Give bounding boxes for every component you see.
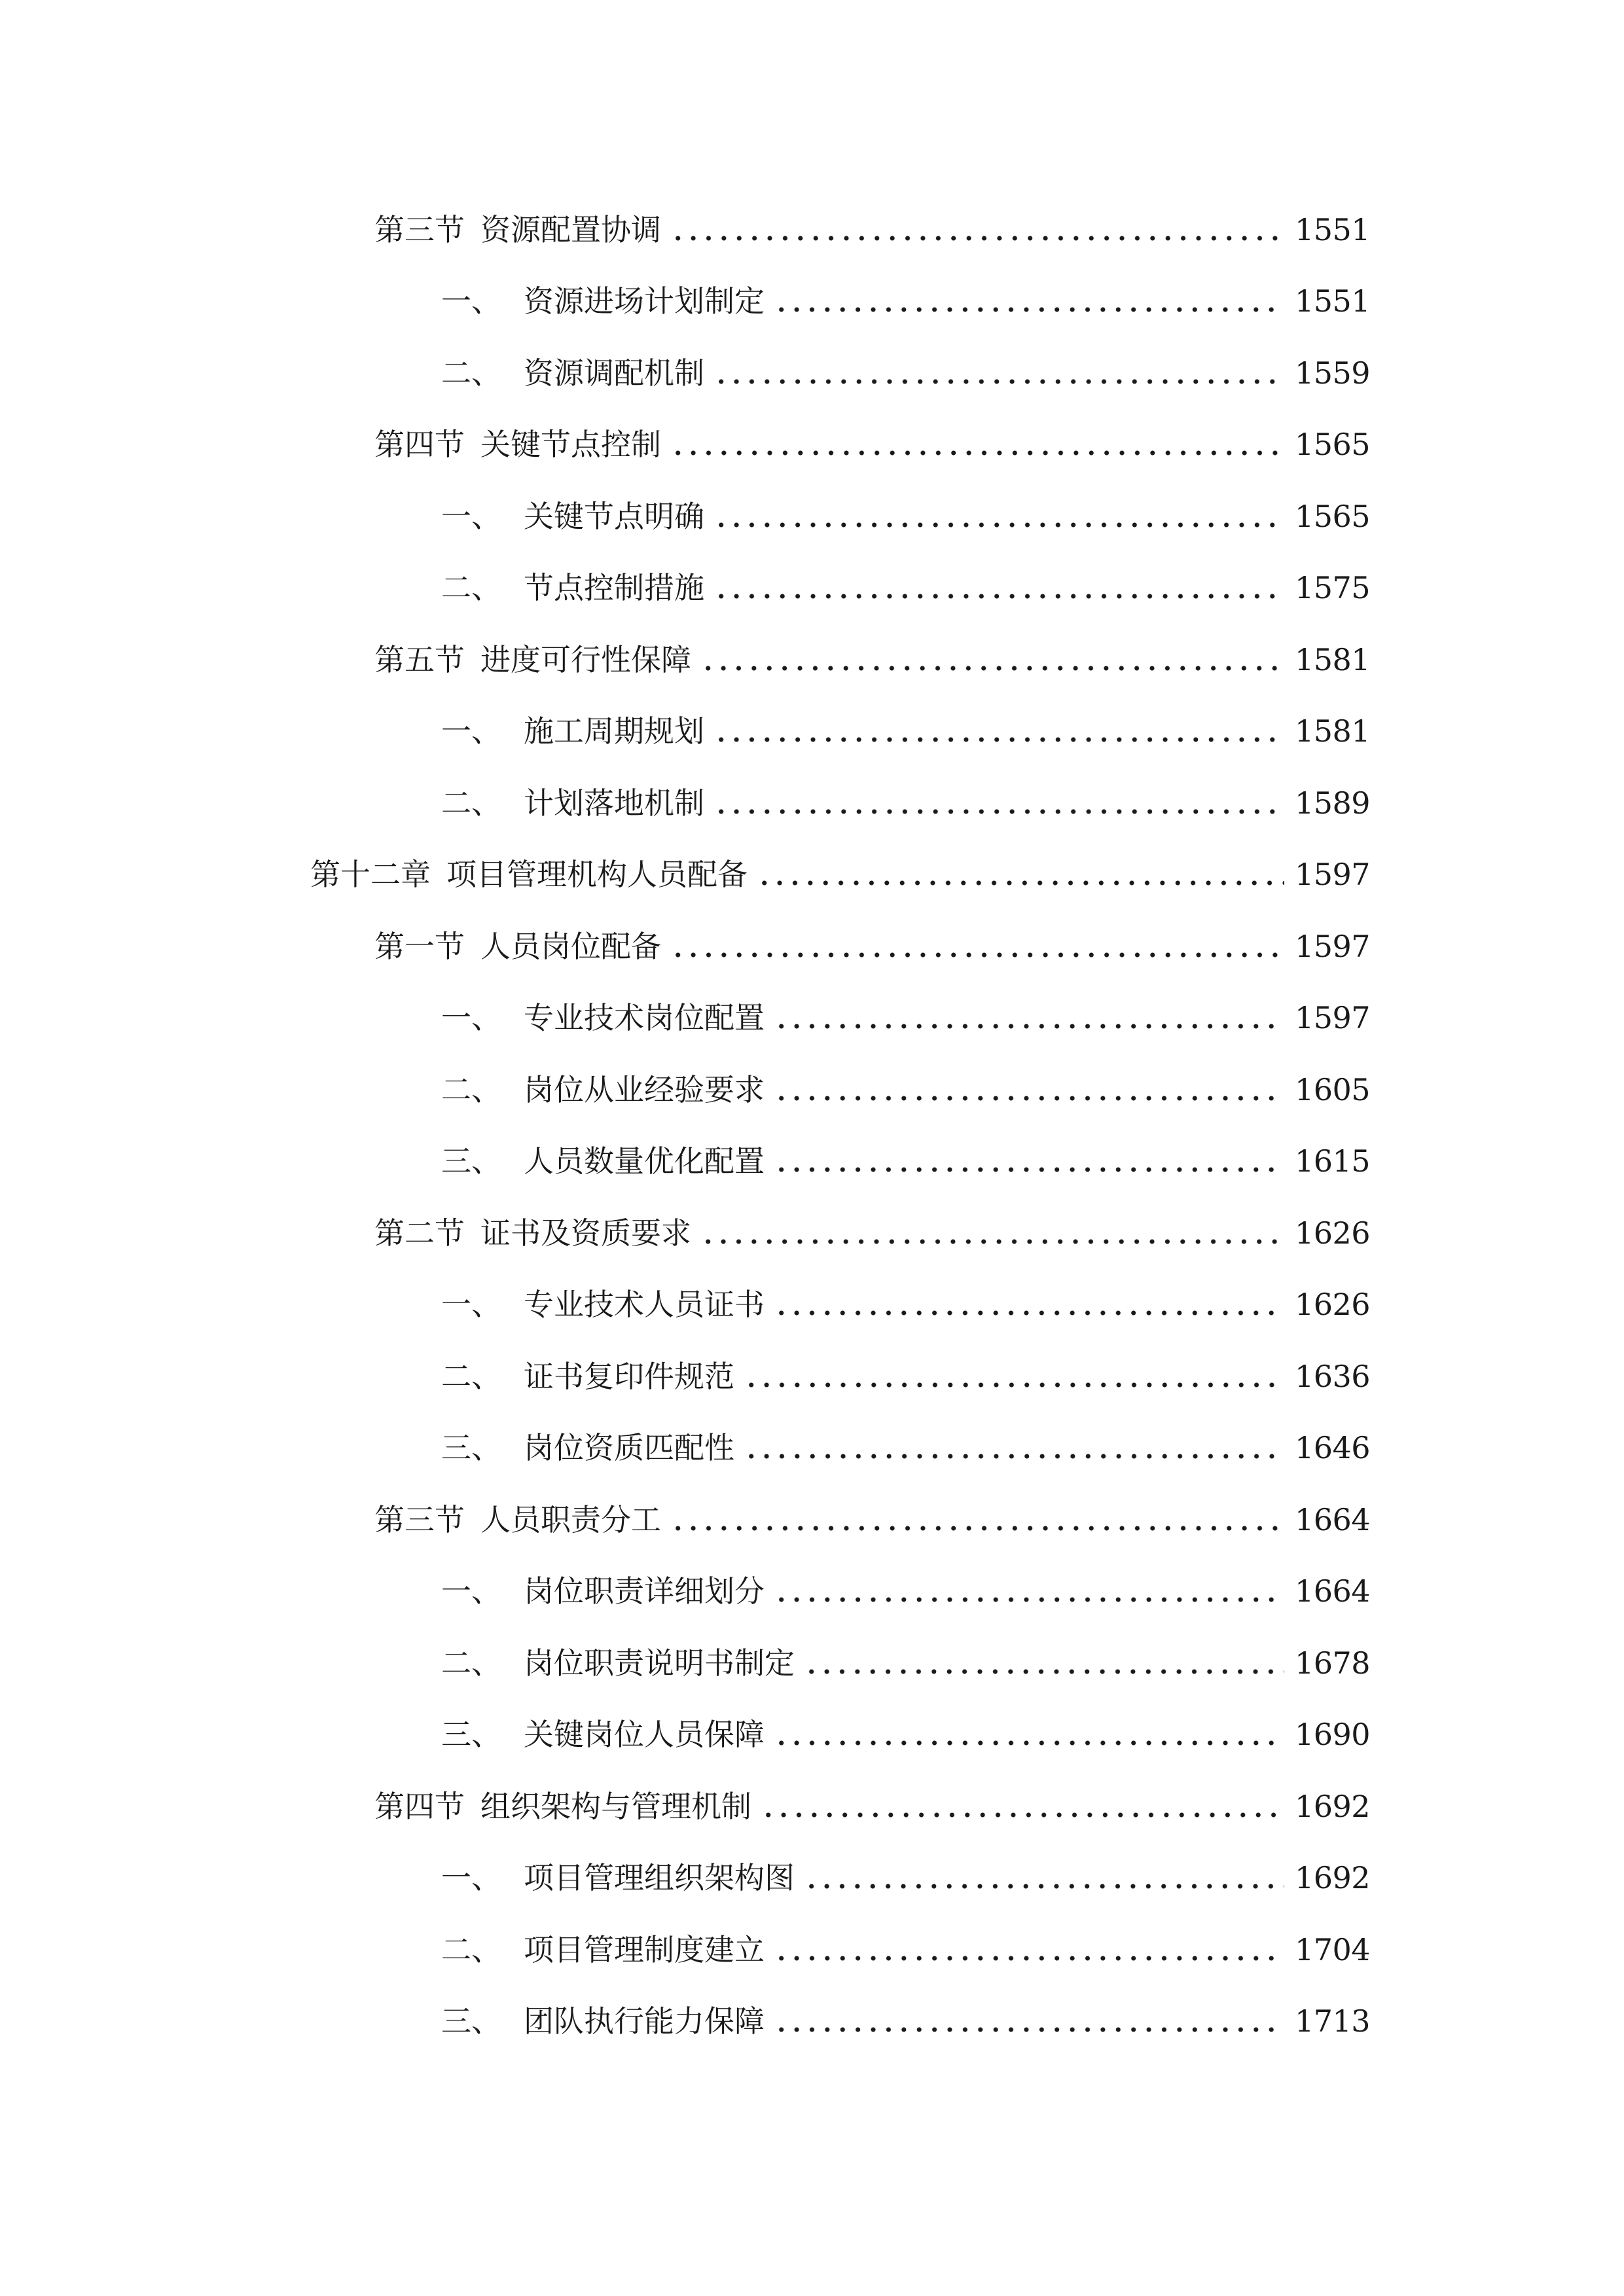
toc-entry-label: 二、	[441, 1358, 501, 1394]
toc-entry-title: 人员数量优化配置	[524, 1143, 765, 1179]
toc-entry-title: 项目管理制度建立	[524, 1931, 765, 1967]
toc-entry-page-number: 1565	[1295, 498, 1371, 534]
toc-entry-label: 第四节	[374, 1788, 465, 1824]
toc-entry-label: 第一节	[374, 928, 465, 964]
toc-entry-title: 节点控制措施	[524, 570, 704, 606]
toc-dot-leader	[700, 1218, 1284, 1248]
toc-dot-leader	[670, 215, 1284, 245]
toc-entry-label: 第三节	[374, 1501, 465, 1537]
toc-entry-label: 一、	[441, 498, 501, 534]
toc-entry-label: 三、	[441, 2003, 501, 2039]
toc-entry-title: 团队执行能力保障	[524, 2003, 765, 2039]
toc-dot-leader	[774, 1576, 1284, 1606]
toc-entry-title: 项目管理组织架构图	[524, 1860, 795, 1896]
toc-dot-leader	[774, 2006, 1284, 2036]
toc-dot-leader	[774, 1075, 1284, 1105]
toc-entry-title: 岗位职责说明书制定	[524, 1645, 795, 1681]
toc-section-entry[interactable]	[0, 624, 1371, 696]
toc-subsection-entry[interactable]	[0, 552, 1371, 624]
toc-entry-label: 二、	[441, 1071, 501, 1107]
toc-dot-leader	[713, 573, 1284, 603]
table-of-contents	[0, 194, 1624, 2057]
toc-entry-label: 一、	[441, 283, 501, 319]
toc-entry-page-number: 1581	[1295, 641, 1371, 677]
toc-entry-label: 二、	[441, 1645, 501, 1681]
toc-entry-label: 二、	[441, 785, 501, 821]
toc-entry-title: 计划落地机制	[524, 785, 704, 821]
toc-dot-leader	[757, 859, 1284, 889]
toc-subsection-entry[interactable]	[0, 1986, 1371, 2058]
toc-entry-title: 关键节点控制	[480, 427, 661, 463]
toc-dot-leader	[670, 1505, 1284, 1535]
toc-subsection-entry[interactable]	[0, 337, 1371, 409]
toc-subsection-entry[interactable]	[0, 1914, 1371, 1986]
toc-entry-label: 二、	[441, 355, 501, 391]
toc-subsection-entry[interactable]	[0, 1126, 1371, 1198]
toc-entry-page-number: 1692	[1295, 1788, 1371, 1824]
toc-subsection-entry[interactable]	[0, 767, 1371, 839]
toc-dot-leader	[713, 501, 1284, 531]
toc-entry-label: 三、	[441, 1143, 501, 1179]
toc-dot-leader	[744, 1361, 1284, 1391]
toc-entry-page-number: 1551	[1295, 283, 1371, 319]
toc-entry-page-number: 1646	[1295, 1430, 1371, 1466]
toc-entry-page-number: 1704	[1295, 1931, 1371, 1967]
toc-section-entry[interactable]	[0, 1770, 1371, 1842]
toc-entry-page-number: 1559	[1295, 355, 1371, 391]
toc-entry-label: 一、	[441, 713, 501, 749]
toc-subsection-entry[interactable]	[0, 480, 1371, 552]
toc-dot-leader	[670, 931, 1284, 961]
toc-entry-title: 组织架构与管理机制	[480, 1788, 751, 1824]
toc-chapter-entry[interactable]	[0, 839, 1371, 911]
toc-entry-title: 关键岗位人员保障	[524, 1717, 765, 1753]
toc-entry-page-number: 1664	[1295, 1573, 1371, 1609]
toc-section-entry[interactable]	[0, 194, 1371, 266]
toc-subsection-entry[interactable]	[0, 1842, 1371, 1914]
toc-subsection-entry[interactable]	[0, 1269, 1371, 1341]
toc-dot-leader	[713, 358, 1284, 388]
toc-entry-page-number: 1692	[1295, 1860, 1371, 1896]
toc-entry-page-number: 1636	[1295, 1358, 1371, 1394]
toc-entry-title: 关键节点明确	[524, 498, 704, 534]
toc-entry-title: 项目管理机构人员配备	[446, 857, 748, 893]
toc-entry-title: 岗位职责详细划分	[524, 1573, 765, 1609]
toc-entry-label: 第十二章	[310, 857, 431, 893]
toc-dot-leader	[713, 716, 1284, 746]
toc-entry-title: 岗位资质匹配性	[524, 1430, 734, 1466]
toc-entry-page-number: 1597	[1295, 928, 1371, 964]
toc-dot-leader	[774, 286, 1284, 316]
toc-entry-label: 三、	[441, 1430, 501, 1466]
toc-subsection-entry[interactable]	[0, 982, 1371, 1054]
toc-dot-leader	[761, 1791, 1284, 1821]
toc-entry-page-number: 1597	[1295, 857, 1371, 893]
toc-subsection-entry[interactable]	[0, 1054, 1371, 1126]
toc-dot-leader	[774, 1935, 1284, 1965]
toc-dot-leader	[744, 1433, 1284, 1463]
toc-entry-label: 一、	[441, 1000, 501, 1036]
toc-dot-leader	[774, 1289, 1284, 1319]
toc-dot-leader	[670, 429, 1284, 459]
toc-entry-label: 第二节	[374, 1215, 465, 1251]
toc-entry-page-number: 1565	[1295, 427, 1371, 463]
toc-entry-page-number: 1713	[1295, 2003, 1371, 2039]
toc-entry-title: 专业技术岗位配置	[524, 1000, 765, 1036]
toc-subsection-entry[interactable]	[0, 1556, 1371, 1628]
toc-section-entry[interactable]	[0, 910, 1371, 982]
toc-entry-page-number: 1664	[1295, 1501, 1371, 1537]
toc-subsection-entry[interactable]	[0, 1699, 1371, 1771]
toc-subsection-entry[interactable]	[0, 1340, 1371, 1412]
toc-entry-label: 第四节	[374, 427, 465, 463]
toc-entry-page-number: 1597	[1295, 1000, 1371, 1036]
toc-entry-label: 一、	[441, 1573, 501, 1609]
toc-section-entry[interactable]	[0, 409, 1371, 481]
toc-entry-page-number: 1626	[1295, 1287, 1371, 1323]
toc-entry-title: 人员职责分工	[480, 1501, 661, 1537]
toc-entry-title: 人员岗位配备	[480, 928, 661, 964]
toc-entry-label: 第三节	[374, 211, 465, 247]
toc-subsection-entry[interactable]	[0, 696, 1371, 768]
toc-entry-page-number: 1589	[1295, 785, 1371, 821]
toc-entry-page-number: 1678	[1295, 1645, 1371, 1681]
toc-dot-leader	[774, 1146, 1284, 1176]
toc-entry-label: 一、	[441, 1287, 501, 1323]
toc-entry-title: 资源进场计划制定	[524, 283, 765, 319]
toc-entry-title: 专业技术人员证书	[524, 1287, 765, 1323]
toc-entry-label: 三、	[441, 1717, 501, 1753]
toc-entry-page-number: 1690	[1295, 1717, 1371, 1753]
toc-entry-label: 二、	[441, 570, 501, 606]
toc-entry-title: 证书复印件规范	[524, 1358, 734, 1394]
toc-subsection-entry[interactable]	[0, 266, 1371, 338]
toc-entry-label: 一、	[441, 1860, 501, 1896]
toc-section-entry[interactable]	[0, 1484, 1371, 1556]
toc-entry-title: 证书及资质要求	[480, 1215, 691, 1251]
toc-dot-leader	[804, 1863, 1284, 1893]
toc-entry-title: 岗位从业经验要求	[524, 1071, 765, 1107]
toc-entry-title: 施工周期规划	[524, 713, 704, 749]
toc-section-entry[interactable]	[0, 1197, 1371, 1269]
toc-dot-leader	[700, 645, 1284, 675]
toc-entry-title: 资源调配机制	[524, 355, 704, 391]
toc-subsection-entry[interactable]	[0, 1627, 1371, 1699]
toc-entry-label: 第五节	[374, 641, 465, 677]
toc-entry-page-number: 1605	[1295, 1071, 1371, 1107]
toc-dot-leader	[774, 1719, 1284, 1749]
toc-dot-leader	[774, 1003, 1284, 1033]
toc-entry-page-number: 1581	[1295, 713, 1371, 749]
toc-subsection-entry[interactable]	[0, 1412, 1371, 1484]
toc-dot-leader	[713, 788, 1284, 818]
toc-entry-label: 二、	[441, 1931, 501, 1967]
toc-entry-page-number: 1551	[1295, 211, 1371, 247]
toc-entry-title: 进度可行性保障	[480, 641, 691, 677]
toc-entry-title: 资源配置协调	[480, 211, 661, 247]
toc-dot-leader	[804, 1648, 1284, 1678]
toc-entry-page-number: 1626	[1295, 1215, 1371, 1251]
toc-entry-page-number: 1615	[1295, 1143, 1371, 1179]
toc-entry-page-number: 1575	[1295, 570, 1371, 606]
